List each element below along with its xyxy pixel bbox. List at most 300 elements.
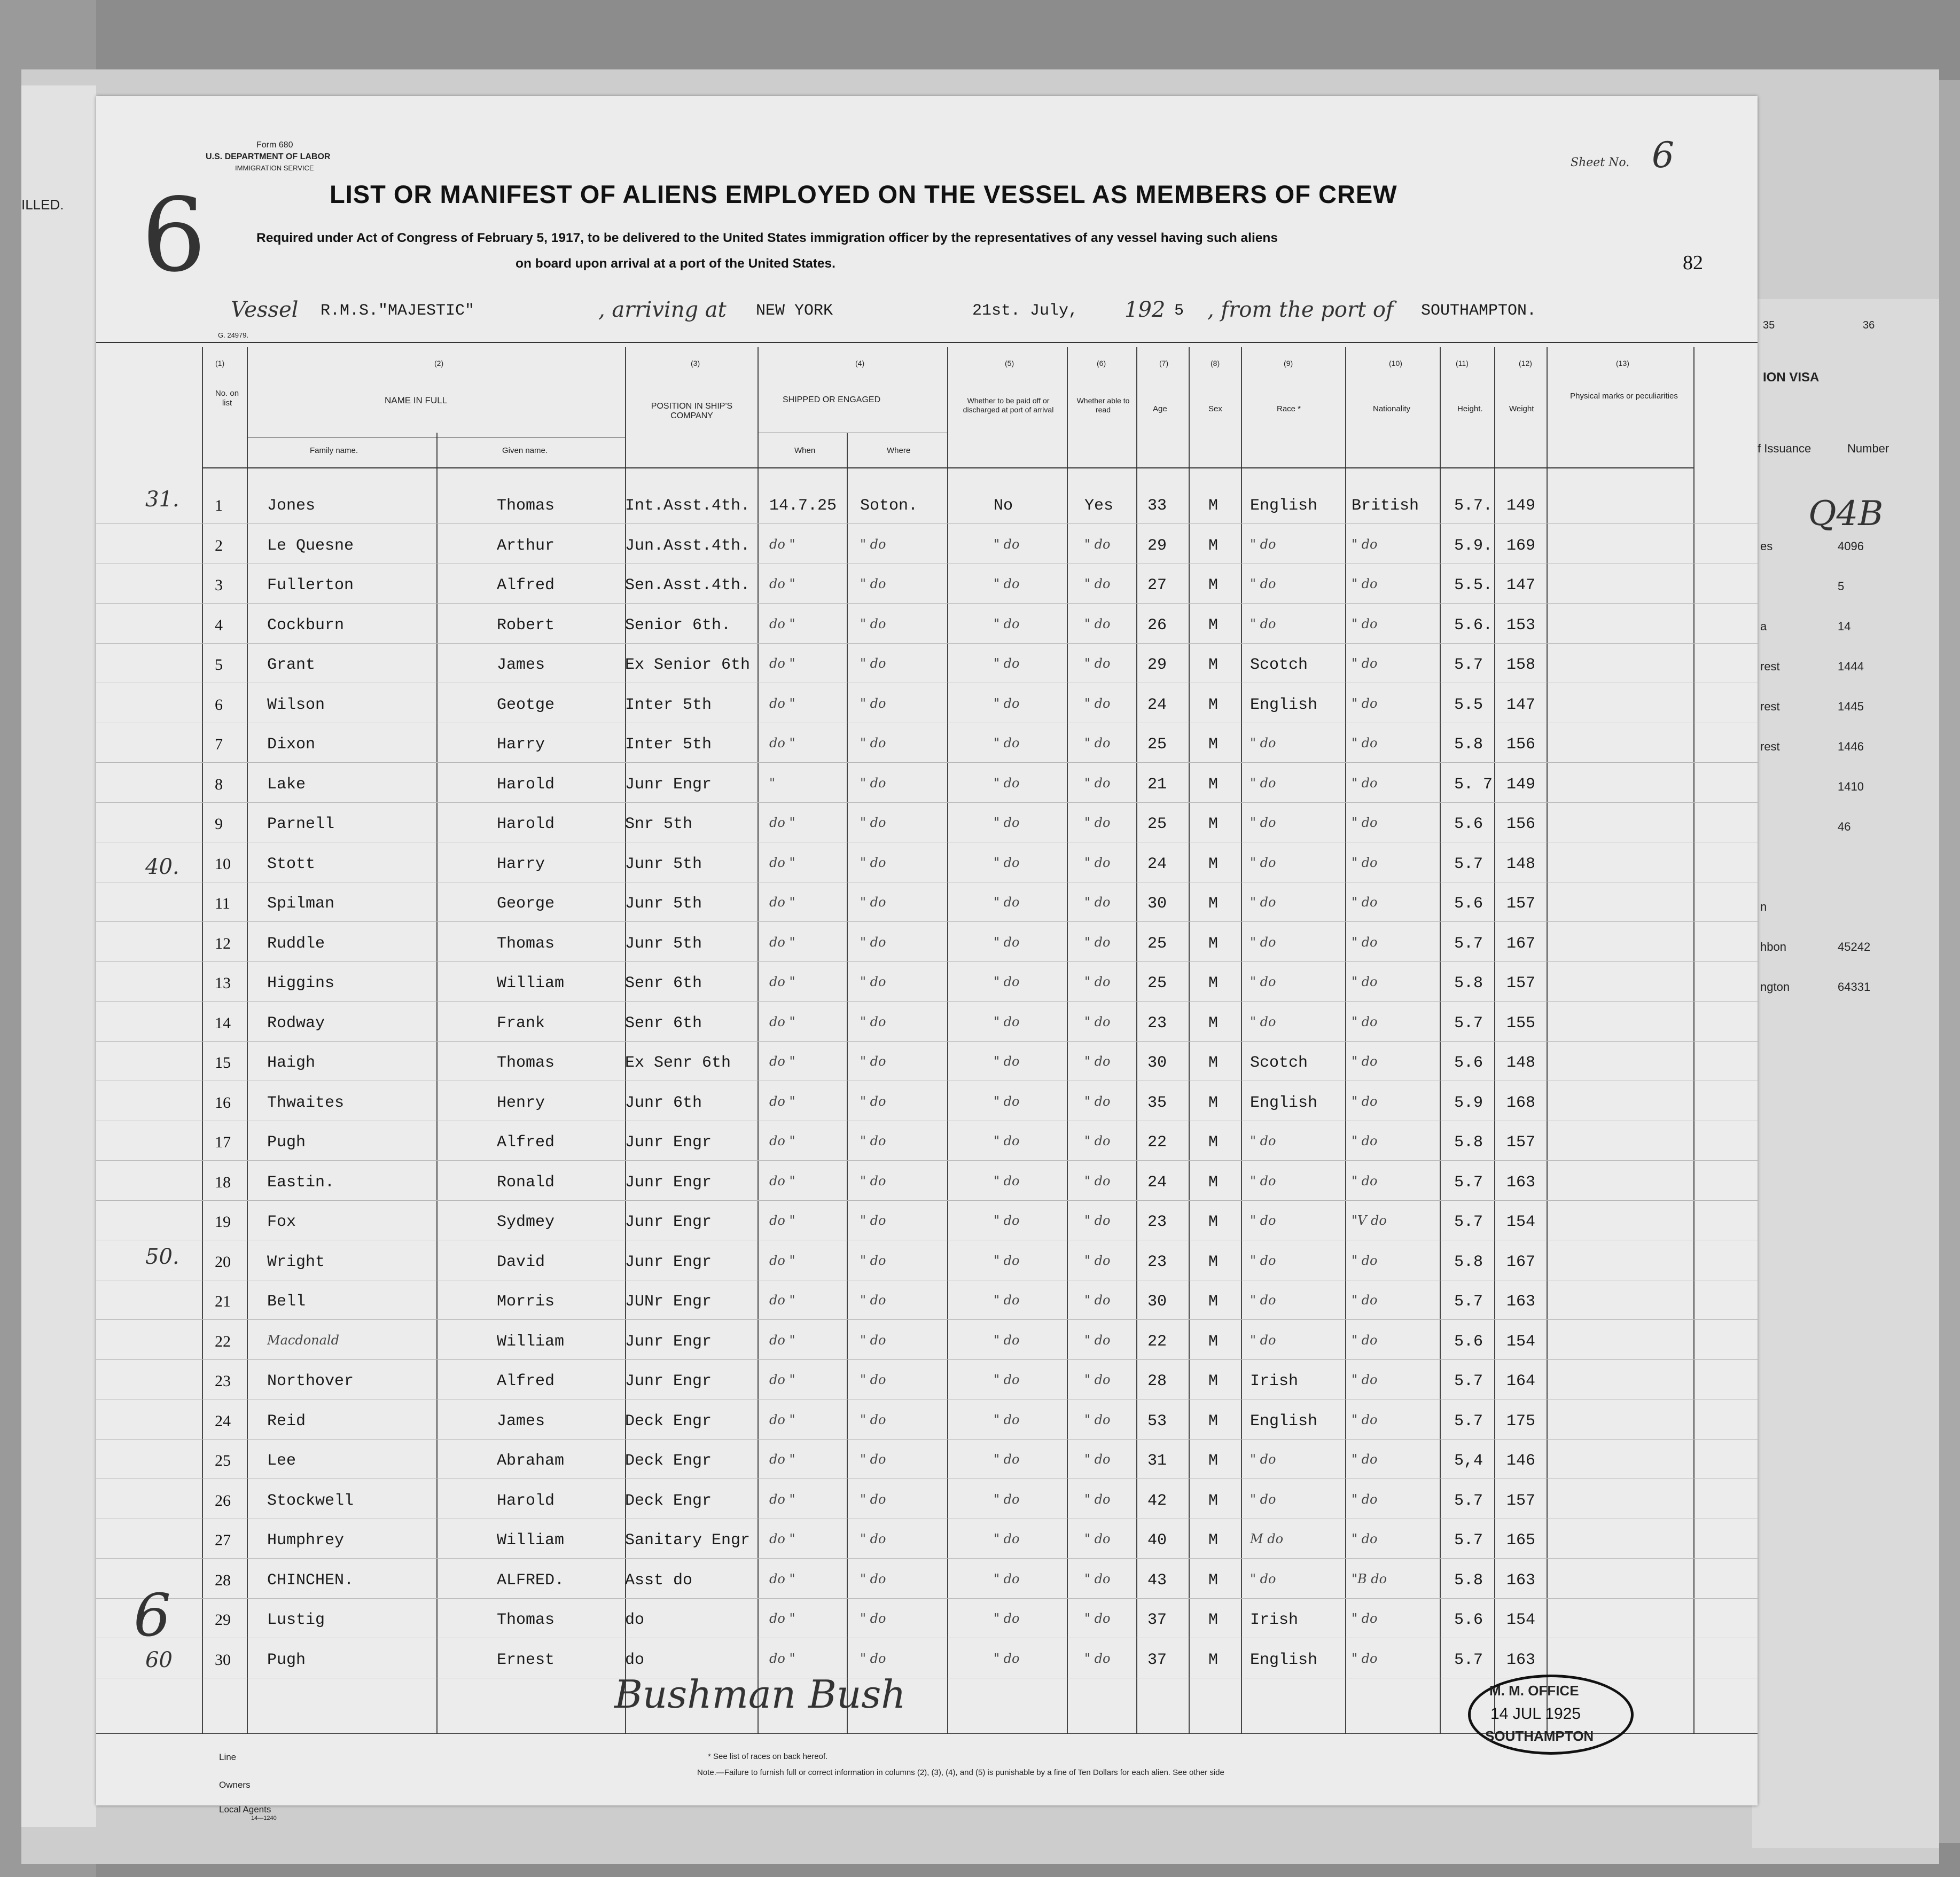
cell-race: " do [1250,855,1276,870]
cell-age: 37 [1147,1611,1167,1629]
cell-given-name: ALFRED. [497,1571,565,1590]
cell-family-name: Bell [267,1293,306,1311]
cell-race: M do [1250,1531,1284,1546]
cell-row-number: 13 [215,974,231,992]
cell-race: " do [1250,1133,1276,1148]
cell-position: Inter 5th [625,695,712,714]
form-number: Form 680 [256,140,293,150]
cell-shipped-when: do " [769,1372,795,1387]
cell-family-name: Jones [267,497,316,515]
cell-sex: M [1208,497,1219,515]
column-number: (12) [1519,359,1532,367]
cell-able-to-read: " do [1084,1173,1111,1188]
header-weight: Weight [1509,404,1534,413]
underlying-sheet-left [21,85,96,1827]
cell-weight: 154 [1506,1332,1536,1351]
column-line [247,347,248,1733]
cell-nationality: " do [1352,1491,1378,1507]
column-number: (10) [1389,359,1402,367]
cell-shipped-where: " do [860,974,886,989]
page-title: LIST OR MANIFEST OF ALIENS EMPLOYED ON THE VESSEL AS MEMBERS OF CREW [330,180,1397,208]
large-mark: 6 [142,176,206,294]
service: IMMIGRATION SERVICE [235,164,314,172]
cell-race: " do [1250,775,1276,791]
cell-row-number: 22 [215,1332,231,1350]
cell-shipped-when: do " [769,1651,795,1666]
cell-family-name: Ruddle [267,934,325,953]
cell-weight: 148 [1506,1054,1536,1072]
cell-height: 5.9. [1454,536,1493,555]
cell-shipped-when: do " [769,1173,795,1188]
cell-weight: 156 [1506,736,1536,754]
cell-able-to-read: " do [1084,536,1111,552]
cell-height: 5.7 [1454,1531,1483,1550]
cell-shipped-when: do " [769,934,795,950]
cell-row-number: 17 [215,1133,231,1151]
cell-position: Senior 6th. [625,616,731,635]
cell-weight: 154 [1506,1213,1536,1231]
header-nationality: Nationality [1373,404,1411,413]
cell-age: 35 [1147,1093,1167,1112]
cell-family-name: Spilman [267,895,335,913]
cell-age: 25 [1147,815,1167,833]
cell-row-number: 24 [215,1412,231,1430]
column-line [1494,347,1495,1733]
stamp-date: 14 JUL 1925 [1490,1705,1581,1723]
cell-race: " do [1250,576,1276,591]
cell-row-number: 9 [215,815,223,833]
cell-race: " do [1250,1253,1276,1268]
cell-given-name: Thomas [497,1054,555,1072]
cell-shipped-when: do " [769,1253,795,1268]
cell-able-to-read: " do [1084,1651,1111,1666]
cell-paid-off: " do [994,616,1020,631]
cell-weight: 155 [1506,1014,1536,1033]
cell-position: Junr Engr [625,1332,712,1351]
vessel-label: Vessel [231,298,299,322]
cell-height: 5.7 [1454,656,1483,674]
cell-nationality: " do [1352,1531,1378,1546]
cell-nationality: " do [1352,855,1378,870]
cell-sex: M [1208,1293,1219,1311]
cell-sex: M [1208,576,1219,595]
cell-able-to-read: " do [1084,1571,1111,1586]
cell-paid-off: " do [994,974,1020,989]
cell-shipped-where: " do [860,1213,886,1228]
cell-shipped-where: " do [860,1253,886,1268]
cell-family-name: Lustig [267,1611,325,1629]
side-entry-number: 1410 [1838,780,1864,793]
cell-race: English [1250,695,1318,714]
cell-shipped-where: " do [860,815,886,830]
cell-shipped-when: do " [769,656,795,671]
cell-able-to-read: " do [1084,1452,1111,1467]
cell-family-name: Wilson [267,695,325,714]
cell-given-name: Harry [497,736,545,754]
cell-shipped-where: " do [860,895,886,910]
cell-given-name: Geotge [497,695,555,714]
cell-weight: 167 [1506,1253,1536,1271]
cell-given-name: Harold [497,775,555,794]
cell-position: Junr Engr [625,1133,712,1152]
cell-shipped-where: " do [860,1491,886,1507]
cell-row-number: 23 [215,1372,231,1390]
cell-weight: 147 [1506,695,1536,714]
cell-age: 29 [1147,656,1167,674]
cell-race: " do [1250,1491,1276,1507]
cell-given-name: Harold [497,815,555,833]
column-line [436,433,438,1733]
row-rule [96,1558,1758,1559]
column-line [1693,347,1694,1733]
cell-given-name: William [497,974,565,992]
cell-position: Deck Engr [625,1452,712,1470]
cell-position: Junr 5th [625,895,702,913]
cell-sex: M [1208,695,1219,714]
cell-height: 5.7 [1454,1014,1483,1033]
cell-shipped-where: " do [860,536,886,552]
department: U.S. DEPARTMENT OF LABOR [206,152,331,161]
cell-position: Sen.Asst.4th. [625,576,751,595]
cell-age: 43 [1147,1571,1167,1590]
cell-height: 5.7 [1454,1651,1483,1669]
cell-nationality: " do [1352,775,1378,791]
cell-weight: 163 [1506,1293,1536,1311]
cell-weight: 163 [1506,1173,1536,1192]
cell-shipped-when: do " [769,1133,795,1148]
cell-nationality: " do [1352,1412,1378,1427]
cell-paid-off: " do [994,1412,1020,1427]
cell-paid-off: " do [994,536,1020,552]
row-rule [96,643,1758,644]
cell-race: " do [1250,1332,1276,1348]
cell-paid-off: " do [994,1651,1020,1666]
cell-paid-off: " do [994,1054,1020,1069]
side-entry-number: 1444 [1838,660,1864,673]
cell-given-name: Alfred [497,1372,555,1390]
cell-row-number: 8 [215,775,223,793]
cell-age: 21 [1147,775,1167,794]
row-rule [96,961,1758,962]
cell-sex: M [1208,1372,1219,1390]
footer-agents-label: Local Agents [219,1804,271,1815]
column-line [947,347,948,1733]
cell-shipped-where: " do [860,934,886,950]
cell-family-name: Grant [267,656,316,674]
side-entry-number: 5 [1838,580,1845,593]
cell-shipped-when: do " [769,1452,795,1467]
cell-sex: M [1208,1531,1219,1550]
cell-able-to-read: " do [1084,1253,1111,1268]
cell-row-number: 3 [215,576,223,594]
cell-nationality: " do [1352,1093,1378,1109]
cell-position: Senr 6th [625,974,702,992]
cell-row-number: 7 [215,736,223,753]
cell-age: 40 [1147,1531,1167,1550]
departure-port: SOUTHAMPTON. [1421,302,1537,320]
cell-sex: M [1208,1133,1219,1152]
cell-shipped-where: " do [860,1531,886,1546]
cell-age: 22 [1147,1332,1167,1351]
column-line [758,347,759,1733]
cell-shipped-when: do " [769,736,795,750]
side-entry-place: ngton [1760,980,1790,994]
cell-height: 5.7 [1454,1293,1483,1311]
cell-sex: M [1208,1173,1219,1192]
cell-given-name: William [497,1531,565,1550]
column-number: (6) [1097,359,1106,367]
side-entry-place: rest [1760,740,1780,753]
footer-penalty-note: Note.—Failure to furnish full or correct information in columns (2), (3), (4), and (5) is punishable by a fine of Ten Dollars for each alien. See other side [697,1768,1224,1777]
cell-shipped-where: " do [860,1133,886,1148]
column-number: (13) [1616,359,1629,367]
header-shipped: SHIPPED OR ENGAGED [783,395,881,404]
cell-height: 5.6 [1454,815,1483,833]
header-able-to-read: Whether able to read [1076,396,1130,414]
row-rule [96,1160,1758,1161]
cell-age: 30 [1147,1054,1167,1072]
column-line [847,433,848,1733]
cell-race: " do [1250,934,1276,950]
cell-paid-off: " do [994,1452,1020,1467]
side-visa-label: ION VISA [1763,370,1820,385]
cell-shipped-when: do " [769,1093,795,1109]
margin-note-31: 31. [145,487,179,512]
cell-weight: 156 [1506,815,1536,833]
cell-height: 5.8 [1454,1571,1483,1590]
column-line [1440,347,1441,1733]
cell-given-name: James [497,656,545,674]
row-rule [96,523,1758,524]
cell-nationality: " do [1352,576,1378,591]
cell-paid-off: " do [994,1571,1020,1586]
cell-shipped-where: " do [860,855,886,870]
cell-sex: M [1208,616,1219,635]
cell-sex: M [1208,1412,1219,1430]
cell-age: 23 [1147,1014,1167,1033]
cell-weight: 157 [1506,1133,1536,1152]
cell-height: 5.7. [1454,497,1493,515]
cell-shipped-when: do " [769,1531,795,1546]
footer-races-note: * See list of races on back hereof. [708,1752,828,1761]
cell-shipped-where: " do [860,695,886,711]
cell-shipped-when: 14.7.25 [769,497,837,515]
cell-family-name: Parnell [267,815,335,833]
cell-nationality: "B do [1352,1571,1387,1586]
header-family-name: Family name. [310,446,358,455]
cell-able-to-read: " do [1084,656,1111,671]
cell-given-name: Harold [497,1491,555,1510]
cell-height: 5,4 [1454,1452,1483,1470]
page-subtitle-2: on board upon arrival at a port of the United States. [516,256,835,271]
cell-shipped-when: do " [769,855,795,870]
side-number-label: Number [1847,442,1889,455]
cell-shipped-when: do " [769,1611,795,1626]
cell-nationality: " do [1352,616,1378,631]
cell-height: 5.8 [1454,1253,1483,1271]
cell-position: Junr Engr [625,1173,712,1192]
margin-note-50: 50. [145,1245,179,1269]
side-entry-place: hbon [1760,940,1786,953]
cell-given-name: James [497,1412,545,1430]
cell-race: " do [1250,1173,1276,1188]
cell-family-name: Thwaites [267,1093,345,1112]
row-rule [96,921,1758,922]
cell-position: Deck Engr [625,1412,712,1430]
cell-family-name: Fullerton [267,576,354,595]
cell-shipped-when: do " [769,536,795,552]
cell-race: " do [1250,616,1276,631]
cell-race: English [1250,1412,1318,1430]
cell-position: Asst do [625,1571,693,1590]
cell-position: Junr 5th [625,934,702,953]
cell-weight: 147 [1506,576,1536,595]
cell-able-to-read: " do [1084,576,1111,591]
cell-nationality: "V do [1352,1213,1387,1228]
cell-paid-off: " do [994,775,1020,791]
cell-family-name: Higgins [267,974,335,992]
cell-sex: M [1208,934,1219,953]
cell-shipped-where: " do [860,1611,886,1626]
cell-nationality: " do [1352,1253,1378,1268]
cell-race: English [1250,497,1318,515]
cell-height: 5.7 [1454,1412,1483,1430]
margin-note-6: 6 [134,1581,171,1649]
margin-note-60: 60 [145,1648,173,1672]
cell-nationality: " do [1352,695,1378,711]
cell-age: 22 [1147,1133,1167,1152]
cell-able-to-read: " do [1084,1412,1111,1427]
cell-height: 5.6 [1454,1611,1483,1629]
cell-row-number: 15 [215,1054,231,1072]
cell-position: Junr 5th [625,855,702,873]
cell-paid-off: " do [994,1253,1020,1268]
cell-paid-off: " do [994,855,1020,870]
cell-height: 5.5 [1454,695,1483,714]
cell-sex: M [1208,1054,1219,1072]
cell-sex: M [1208,656,1219,674]
cell-nationality: " do [1352,1014,1378,1029]
cell-shipped-when: do " [769,1571,795,1586]
cell-sex: M [1208,536,1219,555]
cell-row-number: 20 [215,1253,231,1271]
cell-weight: 167 [1506,934,1536,953]
cell-position: Junr Engr [625,1372,712,1390]
header-physical-marks: Physical marks or peculiarities [1570,392,1678,401]
cell-position: Deck Engr [625,1491,712,1510]
page-subtitle-1: Required under Act of Congress of February 5, 1917, to be delivered to the United States immigration officer by the representatives of any vessel having such aliens [256,231,1278,245]
arriving-label: , arriving at [598,298,727,322]
cell-family-name: CHINCHEN. [267,1571,354,1590]
cell-weight: 157 [1506,895,1536,913]
cell-nationality: " do [1352,1054,1378,1069]
cell-nationality: " do [1352,1611,1378,1626]
side-entry-place: n [1760,900,1767,913]
cell-shipped-where: " do [860,1093,886,1109]
cell-shipped-when: do " [769,576,795,591]
column-number: (8) [1211,359,1220,367]
year-suffix: 5 [1174,302,1184,320]
cell-able-to-read: " do [1084,815,1111,830]
cell-sex: M [1208,736,1219,754]
column-line [1547,347,1548,1733]
side-issuance-label: f Issuance [1758,442,1811,455]
column-line [1067,347,1068,1733]
cell-given-name: Henry [497,1093,545,1112]
cell-weight: 153 [1506,616,1536,635]
cell-age: 29 [1147,536,1167,555]
cell-shipped-where: " do [860,1173,886,1188]
cell-sex: M [1208,1014,1219,1033]
cell-given-name: Sydmey [497,1213,555,1231]
row-rule [96,1439,1758,1440]
footer-owners-label: Owners [219,1780,251,1790]
header-name-in-full: NAME IN FULL [385,395,448,405]
cell-age: 30 [1147,1293,1167,1311]
cell-height: 5.7 [1454,934,1483,953]
cell-race: " do [1250,815,1276,830]
header-where: Where [887,446,911,455]
cell-age: 37 [1147,1651,1167,1669]
side-entry-place: rest [1760,700,1780,713]
cell-given-name: Arthur [497,536,555,555]
cell-nationality: " do [1352,815,1378,830]
cell-sex: M [1208,775,1219,794]
cell-nationality: " do [1352,895,1378,910]
cell-weight: 168 [1506,1093,1536,1112]
cell-race: English [1250,1651,1318,1669]
cell-given-name: David [497,1253,545,1271]
cell-nationality: " do [1352,934,1378,950]
cell-weight: 146 [1506,1452,1536,1470]
cell-shipped-where: " do [860,1293,886,1308]
cell-able-to-read: " do [1084,736,1111,750]
cell-shipped-where: " do [860,1054,886,1069]
cell-family-name: Stott [267,855,316,873]
cell-sex: M [1208,1651,1219,1669]
cell-shipped-where: " do [860,775,886,791]
column-line [1241,347,1242,1733]
row-rule [96,1001,1758,1002]
cell-race: Scotch [1250,1054,1308,1072]
cell-age: 28 [1147,1372,1167,1390]
cell-sex: M [1208,1491,1219,1510]
cell-paid-off: " do [994,934,1020,950]
cell-age: 27 [1147,576,1167,595]
cell-shipped-where: Soton. [860,497,918,515]
cell-age: 31 [1147,1452,1167,1470]
cell-row-number: 14 [215,1014,231,1032]
cell-shipped-where: " do [860,1372,886,1387]
cell-given-name: Robert [497,616,555,635]
cell-given-name: Alfred [497,1133,555,1152]
cell-height: 5.8 [1454,974,1483,992]
cell-sex: M [1208,1213,1219,1231]
header-when: When [794,446,816,455]
cell-sex: M [1208,1452,1219,1470]
cell-able-to-read: " do [1084,1491,1111,1507]
cell-position: do [625,1611,645,1629]
cell-able-to-read: " do [1084,695,1111,711]
header-no-on-list: No. on list [215,389,239,408]
cell-age: 24 [1147,1173,1167,1192]
cell-row-number: 29 [215,1611,231,1629]
header-age: Age [1153,404,1167,413]
cell-able-to-read: " do [1084,934,1111,950]
cell-age: 25 [1147,736,1167,754]
page-reference: 82 [1683,252,1703,274]
column-line [1345,347,1346,1733]
